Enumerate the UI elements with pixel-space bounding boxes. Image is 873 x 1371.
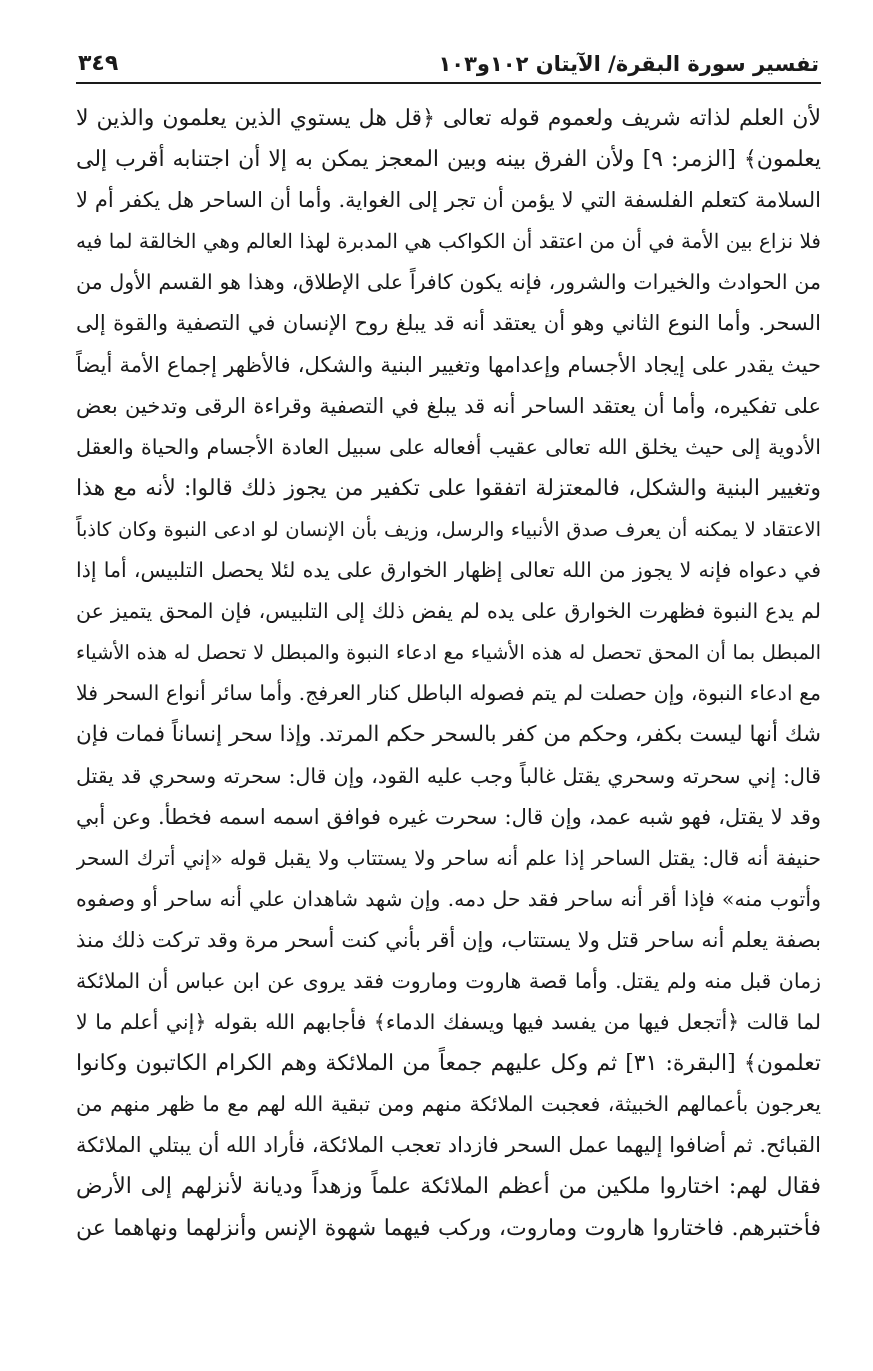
text-line: من الحوادث والخيرات والشرور، فإنه يكون كافراً على الإطلاق، وهذا هو القسم الأول من [76, 270, 821, 295]
text-line: حيث يقدر على إيجاد الأجسام وإعدامها وتغيير البنية والشكل، فالأظهر إجماع الأمة أيضاً [76, 352, 821, 377]
text-line: وتغيير البنية والشكل، فالمعتزلة اتفقوا على تكفير من يجوز ذلك قالوا: لأنه مع هذا [76, 475, 821, 501]
text-line: لما قالت ﴿أتجعل فيها من يفسد فيها ويسفك الدماء﴾ فأجابهم الله بقوله ﴿إني أعلم ما لا [76, 1010, 821, 1035]
text-line: زمان قبل منه ولم يقتل. وأما قصة هاروت وماروت فقد يروى عن ابن عباس أن الملائكة [76, 968, 821, 993]
text-line: في دعواه فإنه لا يجوز من الله تعالى إظهار الخوارق على يده لئلا يحصل التلبيس، أما إذا [76, 558, 821, 583]
page-header [76, 40, 821, 84]
text-line: بصفة يعلم أنه ساحر قتل ولا يستتاب، وإن أقر بأني كنت أسحر مرة وقد تركت ذلك منذ [76, 927, 821, 952]
text-line: تعلمون﴾ [البقرة: ٣١] ثم وكل عليهم جمعاً من الملائكة وهم الكرام الكاتبون وكانوا [76, 1051, 821, 1077]
text-line: السلامة كتعلم الفلسفة التي لا يؤمن أن تجر إلى الغواية. وأما أن الساحر هل يكفر أم لا [76, 188, 821, 213]
text-line: فلا نزاع بين الأمة في أن من اعتقد أن الكواكب هي المدبرة لهذا العالم وهي الخالقة لما فيه [76, 229, 821, 254]
text-line: حنيفة أنه قال: يقتل الساحر إذا علم أنه ساحر ولا يستتاب ولا يقبل قوله «إني أترك السحر [76, 845, 821, 870]
text-line: يعلمون﴾ [الزمر: ٩] ولأن الفرق بينه وبين المعجز يمكن به إلا أن اجتنابه أقرب إلى [76, 147, 821, 173]
text-line: القبائح. ثم أضافوا إليهما عمل السحر فازداد تعجب الملائكة، فأراد الله أن يبتلي الملائكة [76, 1133, 821, 1158]
text-line: شك أنها ليست بكفر، وحكم من كفر بالسحر حكم المرتد. وإذا سحر إنساناً فمات فإن [76, 722, 821, 748]
text-line: السحر. وأما النوع الثاني وهو أن يعتقد أنه قد يبلغ روح الإنسان في التصفية والقوة إلى [76, 311, 821, 336]
header-title: تفسير سورة البقرة/ الآيتان ١٠٢و١٠٣ [438, 52, 819, 76]
text-line: الاعتقاد لا يمكنه أن يعرف صدق الأنبياء والرسل، وزيف بأن الإنسان لو ادعى النبوة وكان كاذباً [76, 517, 821, 541]
page-number: ٣٤٩ [78, 51, 119, 76]
text-line: الأدوية إلى حيث يخلق الله تعالى عقيب أفعاله على سبيل العادة الأجسام والحياة والعقل [76, 434, 821, 459]
body-text [76, 98, 821, 1249]
text-line: على تفكيره، وأما أن يعتقد الساحر أنه قد يبلغ في التصفية وقراءة الرقى وتدخين بعض [76, 393, 821, 418]
text-line: قال: إني سحرته وسحري يقتل غالباً وجب عليه القود، وإن قال: سحرته وسحري قد يقتل [76, 763, 821, 788]
text-line: يعرجون بأعمالهم الخبيثة، فعجبت الملائكة منهم ومن تبقية الله لهم مع ما ظهر منهم من [76, 1092, 821, 1117]
text-line: المبطل بما أن المحق تحصل له هذه الأشياء مع ادعاء النبوة والمبطل لا تحصل له هذه الأشياء [76, 641, 821, 665]
text-line: وأتوب منه» فإذا أقر أنه ساحر فقد حل دمه. وإن شهد شاهدان علي أنه ساحر أو وصفوه [76, 886, 821, 911]
text-line: وقد لا يقتل، فهو شبه عمد، وإن قال: سحرت غيره فوافق اسمه اسمه فخطأ. وعن أبي [76, 804, 821, 829]
text-line: لم يدع النبوة فظهرت الخوارق على يده لم يفض ذلك إلى التلبيس، فإن المحق يتميز عن [76, 599, 821, 624]
text-line: لأن العلم لذاته شريف ولعموم قوله تعالى ﴿قل هل يستوي الذين يعلمون والذين لا [76, 106, 821, 131]
text-line: مع ادعاء النبوة، وإن حصلت لم يتم فصوله الباطل كنار العرفج. وأما سائر أنواع السحر فلا [76, 681, 821, 706]
text-line: فأختبرهم. فاختاروا هاروت وماروت، وركب فيهما شهوة الإنس وأنزلهما ونهاهما عن [76, 1215, 821, 1241]
text-line: فقال لهم: اختاروا ملكين من أعظم الملائكة علماً وزهداً وديانة لأنزلهم إلى الأرض [76, 1174, 821, 1200]
